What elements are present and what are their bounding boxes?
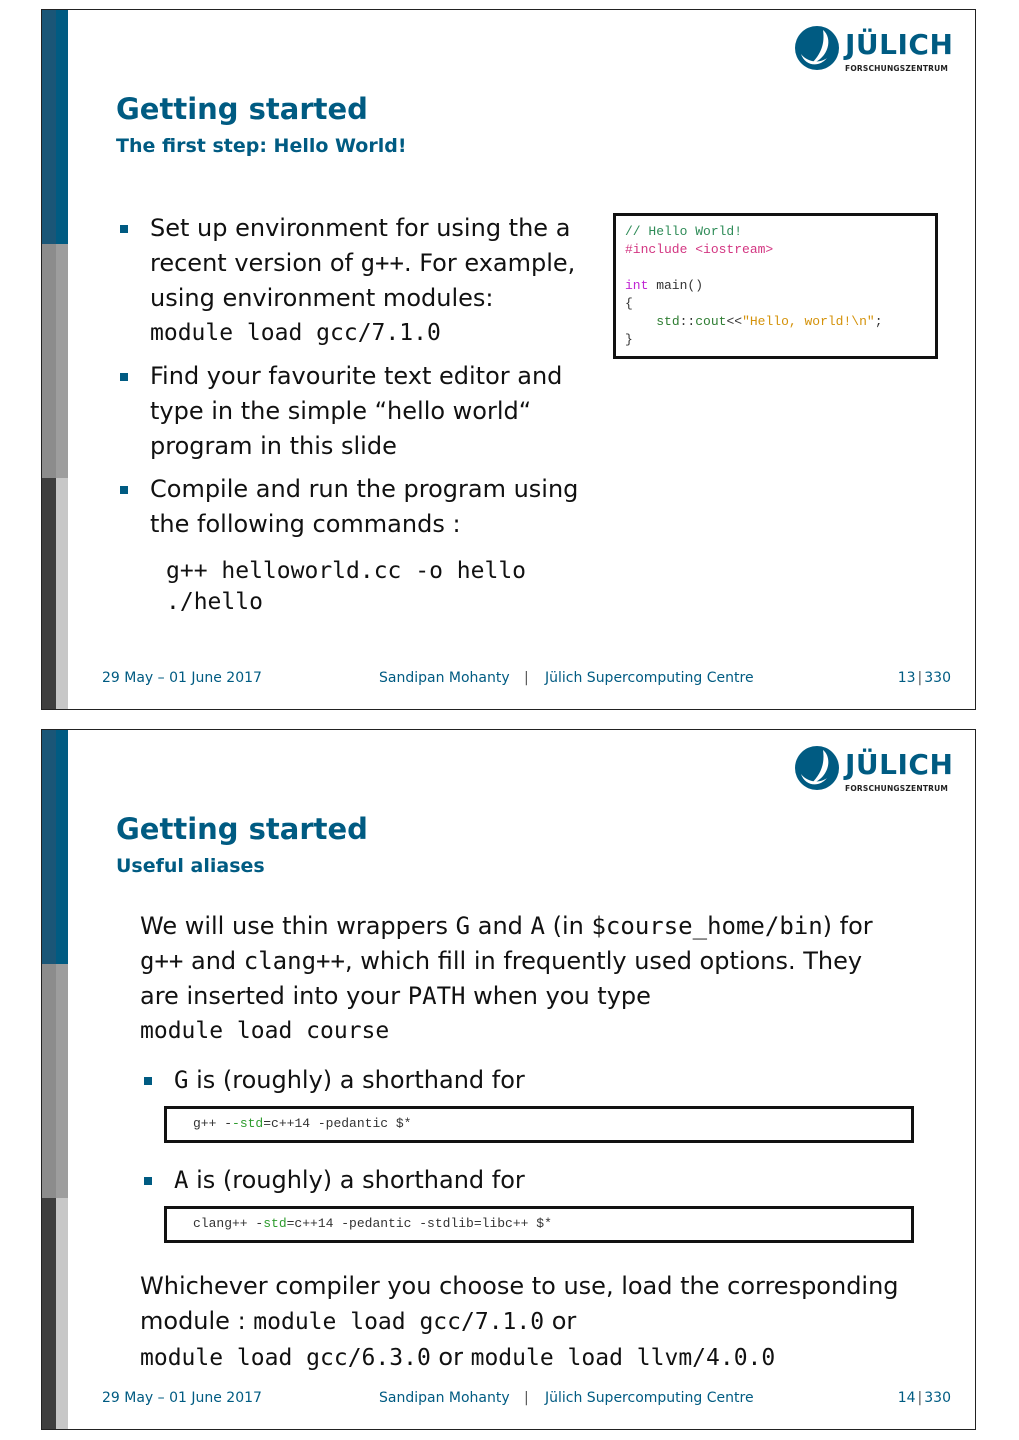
bullet-marker [144,1077,152,1085]
compiler-choice-paragraph: Whichever compiler you choose to use, load the corresponding module : module load gcc/7.1.0 or module load gcc/6.3.0 or module load llvm/4.0.0 [140,1272,899,1371]
footer-author: Sandipan Mohanty [379,670,510,686]
footer-page-number: 14 | 330 [897,1390,951,1406]
footer-page-number: 13 | 330 [897,670,951,686]
aliases-intro: We will use thin wrappers G and A (in $course_home/bin) for g++ and clang++, which fill in frequently used options. They are inserted into your PATH when you type module load course [140,909,940,1049]
logo-subtitle: FORSCHUNGSZENTRUM [845,784,949,793]
footer-separator: | [524,670,529,686]
julich-logo-icon [793,24,841,72]
footer-separator: | [524,1390,529,1406]
slide-sidebar [42,730,68,1429]
slide-title: Getting started [116,812,368,846]
hello-world-code-box: // Hello World! #include <iostream> int main() { std::cout<<"Hello, world!\n"; } [613,213,938,359]
footer-date: 29 May – 01 June 2017 [102,670,262,686]
julich-logo [793,24,954,76]
module-load-course-command: module load course [140,1018,390,1044]
bullet-setup-environment: Set up environment for using the a recent version of g++. For example, using environment modules: module load gcc/7.1.0 [150,211,590,351]
footer-author: Sandipan Mohanty [379,1390,510,1406]
logo-subtitle: FORSCHUNGSZENTRUM [845,64,949,73]
slide-subtitle: The first step: Hello World! [116,135,407,157]
module-load-command: module load gcc/7.1.0 [150,320,441,346]
julich-logo-icon [793,744,841,792]
bullet-g-alias: G is (roughly) a shorthand for [174,1066,525,1094]
footer-date: 29 May – 01 June 2017 [102,1390,262,1406]
bullet-marker [120,225,128,233]
bullet-marker [120,486,128,494]
g-alias-code-box: g++ --std=c++14 -pedantic $* [164,1106,914,1143]
compile-command: g++ helloworld.cc -o hello [166,558,527,584]
slide-14 [41,729,976,1430]
logo-wordmark: JÜLICH [845,748,954,781]
run-command: ./hello [166,589,263,615]
bullet-a-alias: A is (roughly) a shorthand for [174,1166,525,1194]
slide-title: Getting started [116,92,368,126]
footer-institute: Jülich Supercomputing Centre [545,1390,754,1406]
a-alias-code-box: clang++ -std=c++14 -pedantic -stdlib=libc++ $* [164,1206,914,1243]
slide-sidebar [42,10,68,709]
bullet-marker [120,373,128,381]
compile-commands [166,556,526,618]
slide-subtitle: Useful aliases [116,855,265,877]
bullet-compile-run: Compile and run the program using the following commands : [150,475,579,538]
julich-logo [793,744,954,796]
bullet-marker [144,1177,152,1185]
footer-institute: Jülich Supercomputing Centre [545,670,754,686]
bullet-text-editor: Find your favourite text editor and type in the simple “hello world“ program in this slide [150,362,563,460]
slide-13 [41,9,976,710]
logo-wordmark: JÜLICH [845,28,954,61]
